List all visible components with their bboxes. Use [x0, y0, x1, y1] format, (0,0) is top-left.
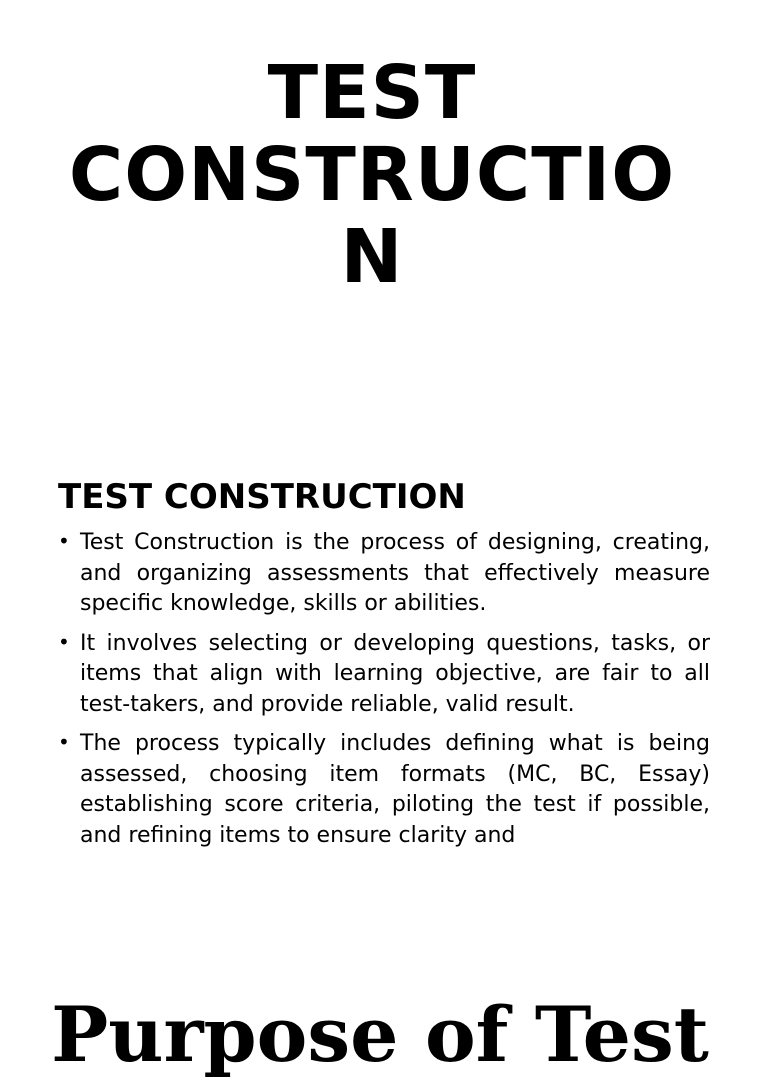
next-slide-title: Purpose of Test: [51, 990, 709, 1079]
bullet-list: [58, 528, 710, 851]
content-slide: [58, 476, 710, 866]
list-item: [58, 629, 710, 721]
bullet-icon: •: [58, 730, 70, 754]
list-item: [58, 729, 710, 851]
list-item: [58, 528, 710, 620]
title-line: N: [340, 214, 404, 300]
section-heading: TEST CONSTRUCTION: [58, 477, 466, 517]
bullet-icon: •: [58, 629, 70, 654]
title-line: TEST: [267, 50, 477, 136]
bullet-text: The process typically includes defining what is being assessed, choosing item formats (MC, BC, Essay) establishing score criteria, piloting the test if possible, and refining items to ensure clarity and: [80, 731, 710, 848]
bullet-text: It involves selecting or developing questions, tasks, or items that align with learning objective, are fair to all test-takers, and provide reliable, valid result.: [80, 630, 710, 717]
bullet-icon: •: [58, 529, 70, 553]
bullet-text: Test Construction is the process of designing, creating, and organizing assessments that effectively measure specific knowledge, skills or abilities.: [80, 530, 710, 616]
title-slide-heading: [0, 52, 744, 298]
title-line: CONSTRUCTIO: [68, 132, 676, 218]
